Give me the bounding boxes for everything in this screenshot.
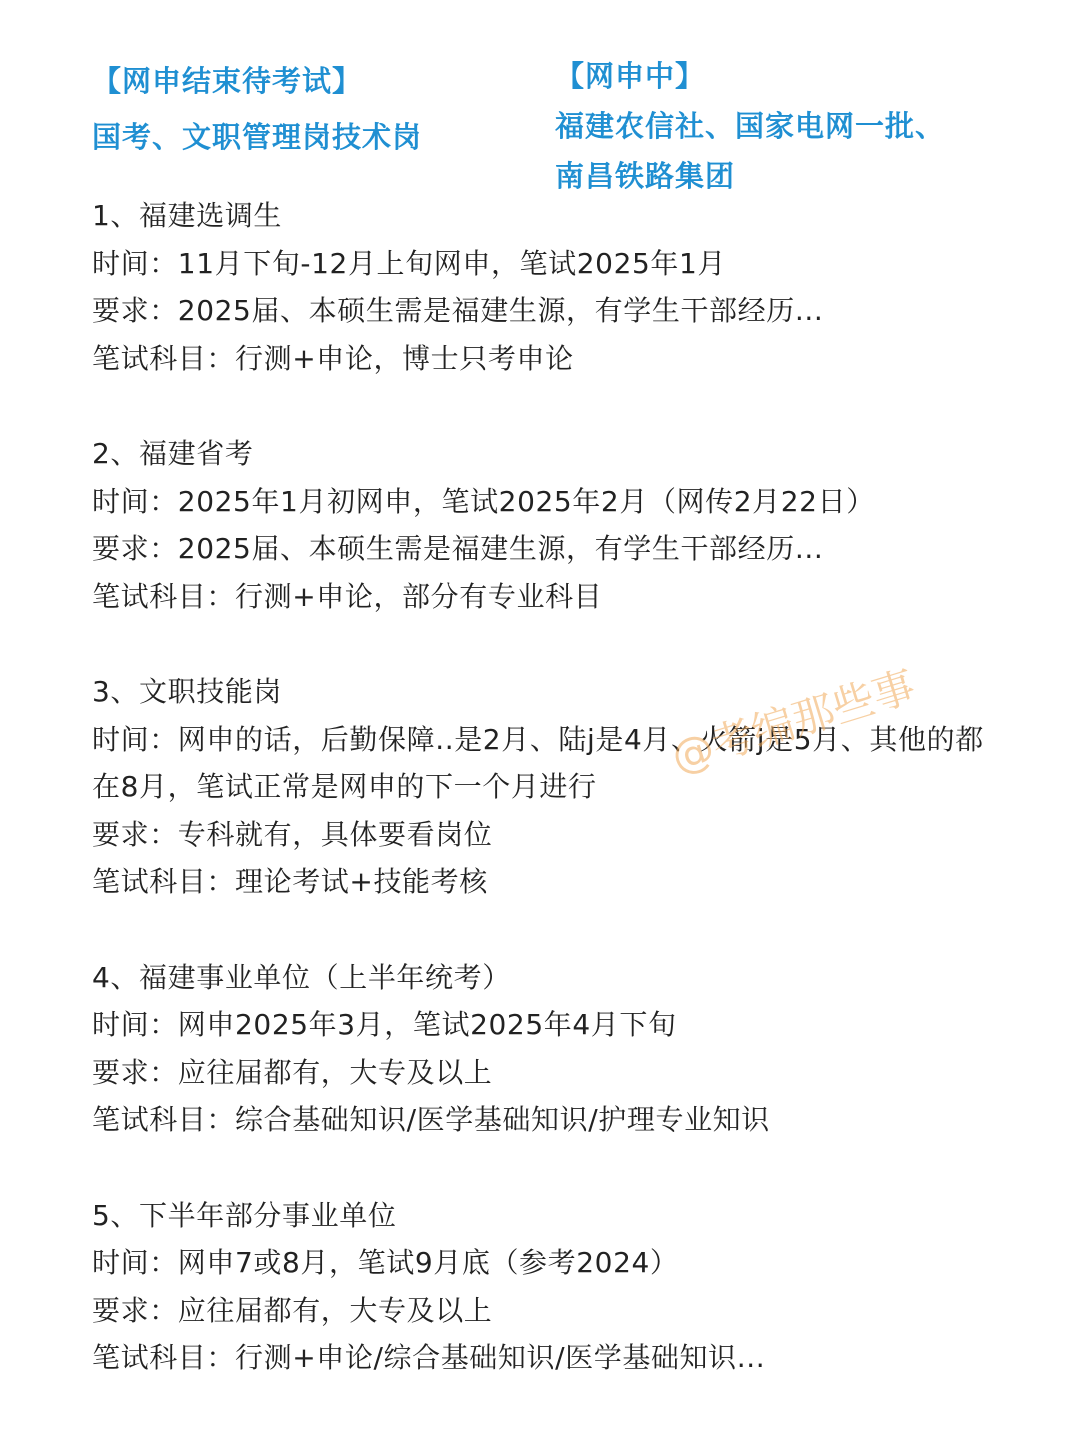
exam-subjects: 笔试科目：理论考试+技能考核 — [92, 865, 488, 898]
exam-requirement: 要求：专科就有，具体要看岗位 — [92, 817, 493, 851]
header-left-items: 国考、文职管理岗技术岗 — [92, 120, 423, 154]
exam-subjects: 笔试科目：行测+申论/综合基础知识/医学基础知识... — [92, 1341, 766, 1374]
header-right-items-line1: 福建农信社、国家电网一批、 — [555, 109, 946, 143]
exam-time: 时间：网申7或8月，笔试9月底（参考2024） — [92, 1246, 679, 1279]
exam-title: 3、文职技能岗 — [92, 675, 283, 708]
header-right-items-line2: 南昌铁路集团 — [555, 159, 736, 193]
exam-section-4 — [92, 954, 1012, 1144]
exam-subjects: 笔试科目：行测+申论，博士只考申论 — [92, 341, 574, 375]
exam-title: 1、福建选调生 — [92, 199, 283, 232]
header-right — [555, 51, 1025, 201]
exam-time: 时间：11月下旬-12月上旬网申，笔试2025年1月 — [92, 246, 727, 280]
exam-section-1 — [92, 192, 1012, 382]
exam-requirement: 要求：2025届、本硕生需是福建生源，有学生干部经历... — [92, 532, 824, 565]
exam-subjects: 笔试科目：行测+申论，部分有专业科目 — [92, 579, 603, 613]
header-left-status: 【网申结束待考试】 — [92, 64, 363, 98]
exam-time: 时间：网申的话，后勤保障..是2月、陆j是4月、火箭j是5月、其他的都在8月，笔试正常是网申的下一个月进行 — [92, 722, 984, 803]
exam-subjects: 笔试科目：综合基础知识/医学基础知识/护理专业知识 — [92, 1103, 770, 1136]
exam-time: 时间：网申2025年3月，笔试2025年4月下旬 — [92, 1008, 677, 1041]
exam-requirement: 要求：2025届、本硕生需是福建生源，有学生干部经历... — [92, 294, 824, 327]
exam-requirement: 要求：应往届都有，大专及以上 — [92, 1055, 493, 1089]
exam-time: 时间：2025年1月初网申，笔试2025年2月（网传2月22日） — [92, 484, 875, 518]
exam-section-3 — [92, 668, 1012, 906]
header-left — [92, 53, 532, 165]
exam-title: 2、福建省考 — [92, 437, 254, 470]
exam-section-5 — [92, 1192, 1012, 1382]
header-right-status: 【网申中】 — [555, 59, 706, 93]
watermark: @考编那些事 — [665, 661, 921, 782]
exam-requirement: 要求：应往届都有，大专及以上 — [92, 1293, 493, 1327]
exam-title: 5、下半年部分事业单位 — [92, 1198, 397, 1232]
exam-section-2 — [92, 430, 1012, 620]
exam-title: 4、福建事业单位（上半年统考） — [92, 960, 511, 994]
exam-list — [92, 192, 1012, 1430]
